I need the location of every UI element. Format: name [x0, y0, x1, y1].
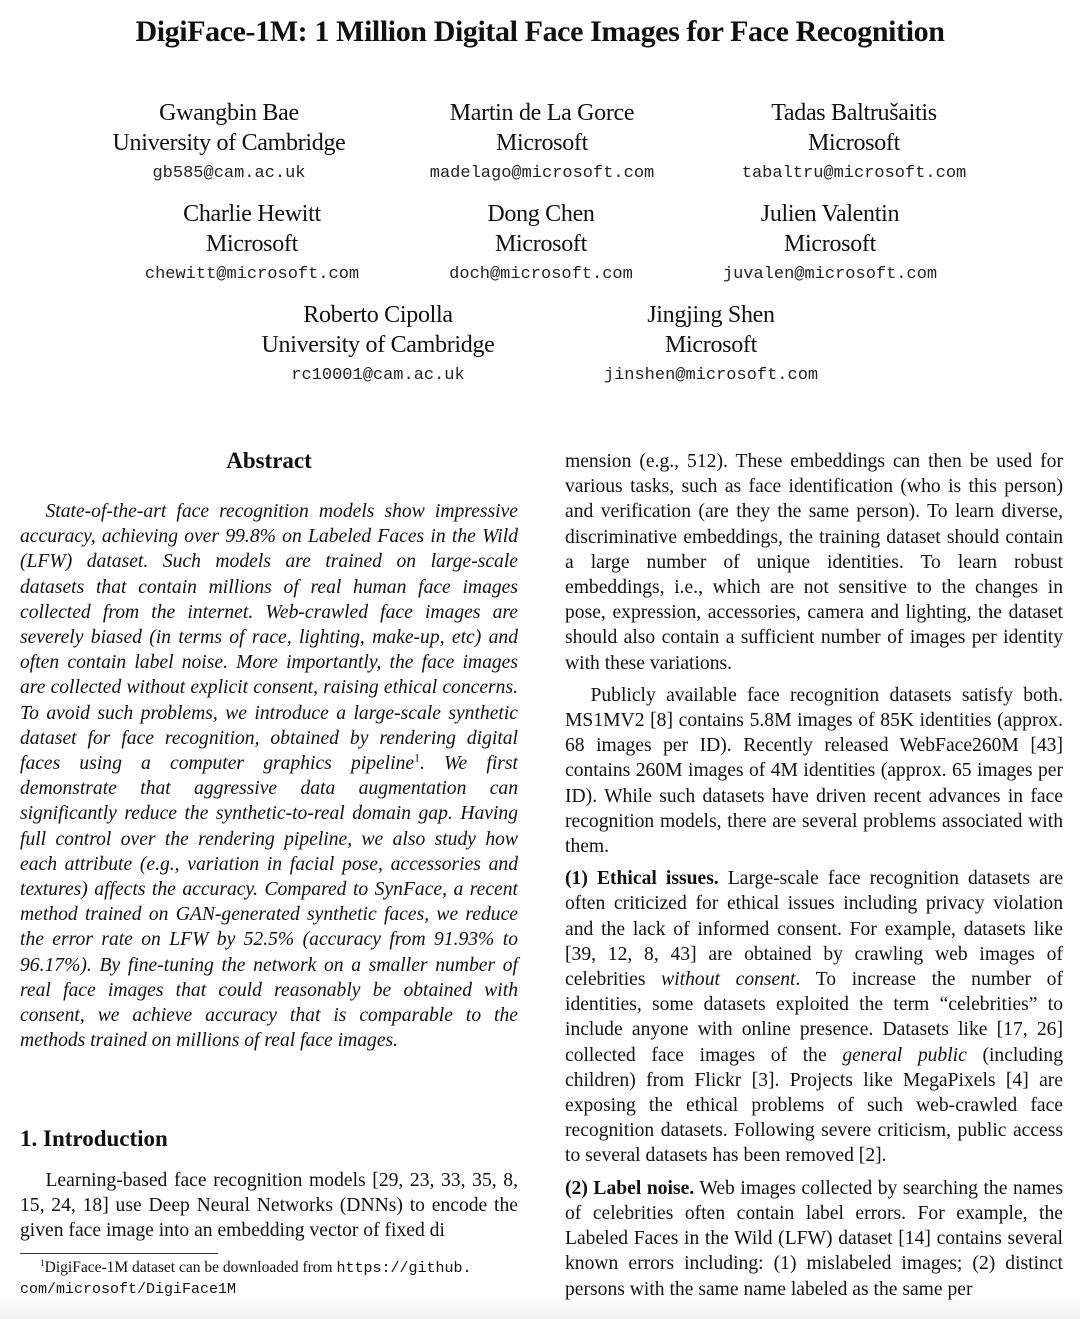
abstract-text-part2: . We first demonstrate that aggressive data augmentation can significantly reduce the synthetic-to-real domain gap. Having full control over the rendering pipeline, we also study how each attribute (e.g., variation in facial pose, accessories and textures) affects the accuracy. Compared to SynFace, a recent method trained on GAN-generated synthetic faces, we reduce the error rate on LFW by 52.5% (accuracy from 91.93% to 96.17%). By fine-tuning the network on a smaller number of real face images that could reasonably be obtained with consent, we achieve accuracy that is comparable to the methods trained on millions of real face images. — [20, 753, 518, 1052]
author-name: Dong Chen — [487, 201, 595, 227]
author-name: Jingjing Shen — [647, 302, 775, 328]
footnote-text: DigiFace-1M dataset can be downloaded from — [44, 1259, 337, 1276]
author-email[interactable]: gb585@cam.ac.uk — [152, 164, 306, 183]
introduction-text-left — [20, 1168, 518, 1244]
ethical-text-a: Large-scale face recognition datasets are often criticized for ethical issues including privacy violation and the lack of informed consent. For example, datasets like [39, 12, 8, 43] are obtained by crawling web images of celebrities — [565, 868, 1064, 991]
footnote — [20, 1258, 518, 1300]
author-affiliation: Microsoft — [665, 332, 757, 358]
footnote-marker[interactable]: 1 — [414, 751, 420, 765]
author-affiliation: Microsoft — [784, 231, 876, 257]
author-block — [382, 98, 702, 185]
author-email[interactable]: jinshen@microsoft.com — [603, 366, 819, 385]
intro-paragraph: Publicly available face recognition datasets satisfy both. MS1MV2 [8] contains 5.8M images of 85K identities (approx. 68 images per ID). Recently released WebFace260M [43] contains 260M images of 4M identities (approx. 65 images per ID). While such datasets have driven recent advances in face recognition models, there are several problems associated with them. — [565, 684, 1063, 858]
ethical-text-b: . To increase the number of identities, some datasets exploited the term “celebrities” to include anyone with online presence. Datasets like [17, 26] collected face images of the — [565, 969, 1063, 1066]
author-name: Roberto Cipolla — [303, 302, 453, 328]
author-affiliation: Microsoft — [495, 231, 587, 257]
page-bottom-edge — [0, 1300, 1080, 1319]
author-affiliation: Microsoft — [206, 231, 298, 257]
author-email[interactable]: juvalen@microsoft.com — [722, 265, 938, 284]
author-block — [69, 98, 389, 185]
author-email[interactable]: tabaltru@microsoft.com — [741, 164, 967, 183]
author-name: Martin de La Gorce — [449, 100, 635, 126]
author-name: Tadas Baltrušaitis — [771, 100, 937, 126]
author-email[interactable]: madelago@microsoft.com — [429, 164, 655, 183]
author-block — [694, 98, 1014, 185]
author-email[interactable]: rc10001@cam.ac.uk — [291, 366, 465, 385]
footnote-divider — [20, 1253, 218, 1254]
ethical-emphasis-2: general public — [842, 1044, 967, 1066]
author-affiliation: Microsoft — [808, 130, 900, 156]
intro-paragraph-continued: mension (e.g., 512). These embeddings can then be used for various tasks, such as face identification (who is this person) and verification (are they the same person). To learn diverse, discriminative embeddings, the training dataset should contain a large number of unique identities. To learn robust embeddings, i.e., which are not sensitive to the changes in pose, expression, accessories, camera and lighting, the dataset should also contain a sufficient number of images per identity with these variations. — [565, 451, 1063, 674]
label-noise-text: Web images collected by searching the names of celebrities often contain label errors. For example, the Labeled Faces in the Wild (LFW) dataset [14] contains several known errors including: (1) mislabeled images; (2) distinct persons with the same name labeled as the same per — [565, 1177, 1064, 1300]
author-block — [92, 199, 412, 286]
author-affiliation: Microsoft — [496, 130, 588, 156]
author-affiliation: University of Cambridge — [112, 130, 346, 156]
author-name: Julien Valentin — [760, 201, 900, 227]
ethical-emphasis-1: without consent — [661, 969, 796, 991]
ethical-issues-paragraph — [565, 866, 1063, 1168]
intro-paragraph: Learning-based face recognition models [29, 23, 33, 35, 8, 15, 24, 18] use Deep Neural Networks (DNNs) to encode the given face image into an embedding vector of fixed di — [20, 1170, 518, 1242]
author-block — [670, 199, 990, 286]
paper-title: DigiFace-1M: 1 Million Digital Face Images for Face Recognition — [135, 15, 945, 48]
label-noise-label: (2) Label noise. — [565, 1177, 695, 1199]
introduction-text-right — [565, 449, 1063, 1302]
abstract-text — [20, 499, 518, 1053]
ethical-text-c: (including children) from Flickr [3]. Projects like MegaPixels [4] are exposing the ethical problems of such web-crawled face recognition datasets. Following severe criticism, public access to several datasets has been removed [2]. — [565, 1044, 1063, 1167]
footnote-number: 1 — [40, 1258, 45, 1269]
author-name: Gwangbin Bae — [159, 100, 299, 126]
footnote-link-part1[interactable]: https://github. — [336, 1260, 472, 1277]
footnote-link-part2[interactable]: com/microsoft/DigiFace1M — [20, 1281, 237, 1298]
author-block — [381, 199, 701, 286]
author-email[interactable]: doch@microsoft.com — [449, 265, 633, 284]
author-block — [218, 300, 538, 387]
author-email[interactable]: chewitt@microsoft.com — [144, 265, 360, 284]
author-block — [551, 300, 871, 387]
ethical-issues-label: (1) Ethical issues. — [565, 868, 719, 890]
abstract-heading: Abstract — [226, 448, 312, 473]
introduction-heading: 1. Introduction — [20, 1126, 168, 1151]
label-noise-paragraph — [565, 1176, 1063, 1302]
author-affiliation: University of Cambridge — [261, 332, 495, 358]
abstract-text-part1: State-of-the-art face recognition models show impressive accuracy, achieving over 99.8% on Labeled Faces in the Wild (LFW) dataset. Such models are trained on large-scale datasets that contain millions of real human face images collected from the internet. Web-crawled face images are severely biased (in terms of race, lighting, make-up, etc) and often contain label noise. More importantly, the face images are collected without explicit consent, raising ethical concerns. To avoid such problems, we introduce a large-scale synthetic dataset for face recognition, obtained by rendering digital faces using a computer graphics pipeline — [20, 501, 518, 775]
author-name: Charlie Hewitt — [183, 201, 321, 227]
